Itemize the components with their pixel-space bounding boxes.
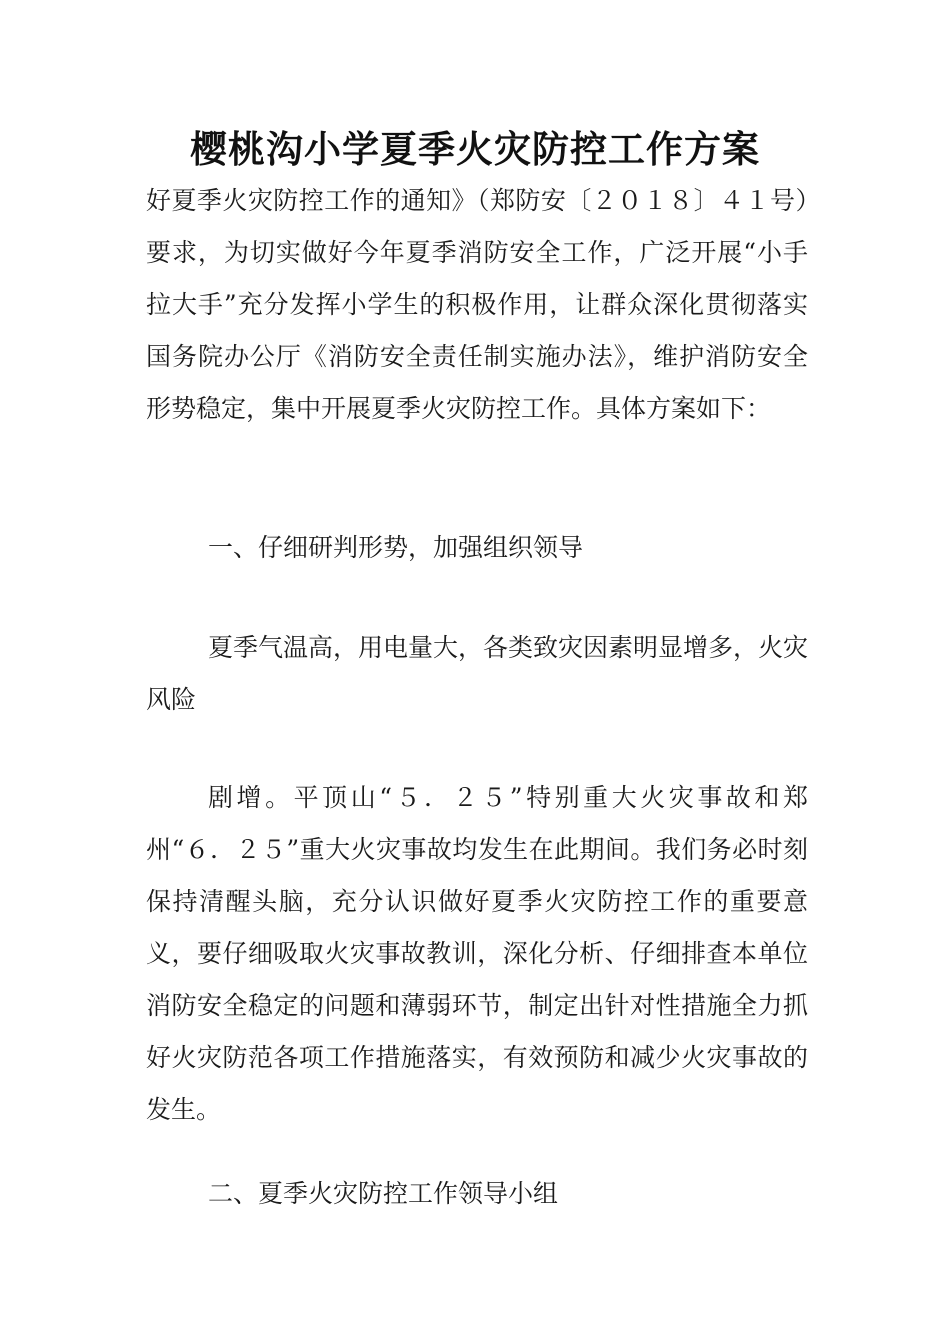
intro-paragraph: 好夏季火灾防控工作的通知》（郑防安〔２０１８〕４１号）要求，为切实做好今年夏季消防安全工作，广泛开展“小手拉大手”充分发挥小学生的积极作用，让群众深化贯彻落实国务院办公厅《消防安全责任制实施办法》，维护消防安全形势稳定，集中开展夏季火灾防控工作。具体方案如下： <box>146 186 808 423</box>
section-heading-1: 一、仔细研判形势，加强组织领导 <box>208 533 584 562</box>
section-1-paragraph-1: 夏季气温高，用电量大，各类致灾因素明显增多，火灾风险 <box>146 633 809 714</box>
document-title: 樱桃沟小学夏季火灾防控工作方案 <box>190 128 760 171</box>
section-heading-2: 二、夏季火灾防控工作领导小组 <box>208 1179 559 1208</box>
section-1-paragraph-2: 剧增。平顶山“５．２５”特别重大火灾事故和郑州“６．２５”重大火灾事故均发生在此期间。我们务必时刻保持清醒头脑，充分认识做好夏季火灾防控工作的重要意义，要仔细吸取火灾事故教训，深化分析、仔细排查本单位消防安全稳定的问题和薄弱环节，制定出针对性措施全力抓好火灾防范各项工作措施落实，有效预防和减少火灾事故的发生。 <box>146 783 808 1124</box>
